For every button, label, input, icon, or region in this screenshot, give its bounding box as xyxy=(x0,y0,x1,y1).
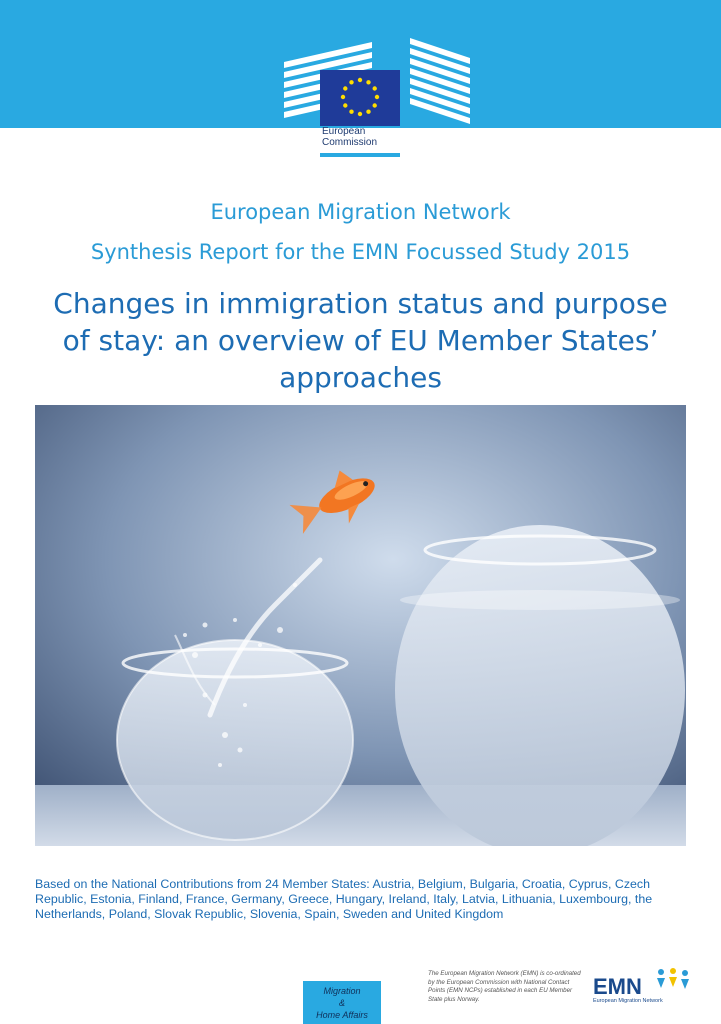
network-heading: European Migration Network xyxy=(210,200,511,224)
logo-line2: Commission xyxy=(322,137,378,148)
goldfish-jumping-photo xyxy=(35,405,686,846)
contributions-text: Based on the National Contributions from 24 Member States: Austria, Belgium, Bulgaria, Croatia, Cyprus, Czech Republic, Estonia, Finland, France, Germany, Greece, Hungary, Ireland, Italy, Latvia, Lithuania, Luxembourg, the Netherlands, Poland, Slovak Republic, Slovenia, Spain, Sweden and United Kingdom xyxy=(35,877,653,921)
emn-note: The European Migration Network (EMN) is co-ordinated by the European Commission with National Contact Points (EMN NCPs) established in each EU Member State plus Norway. xyxy=(428,970,581,1003)
synthesis-heading: Synthesis Report for the EMN Focussed Study 2015 xyxy=(90,240,631,264)
logo-underline xyxy=(320,153,400,157)
migration-home-affairs-badge xyxy=(303,981,381,1024)
mha-line1: Migration xyxy=(323,986,361,996)
emn-logo-subtitle: European Migration Network xyxy=(593,998,663,1004)
mha-line3: Home Affairs xyxy=(316,1010,368,1020)
emn-logo-text: EMN xyxy=(593,974,642,999)
mha-line2: & xyxy=(338,998,345,1008)
logo-text xyxy=(322,126,402,148)
report-title: Changes in immigration status and purpose of stay: an overview of EU Member States’ approaches xyxy=(53,287,668,394)
logo-line1: European xyxy=(322,126,366,137)
